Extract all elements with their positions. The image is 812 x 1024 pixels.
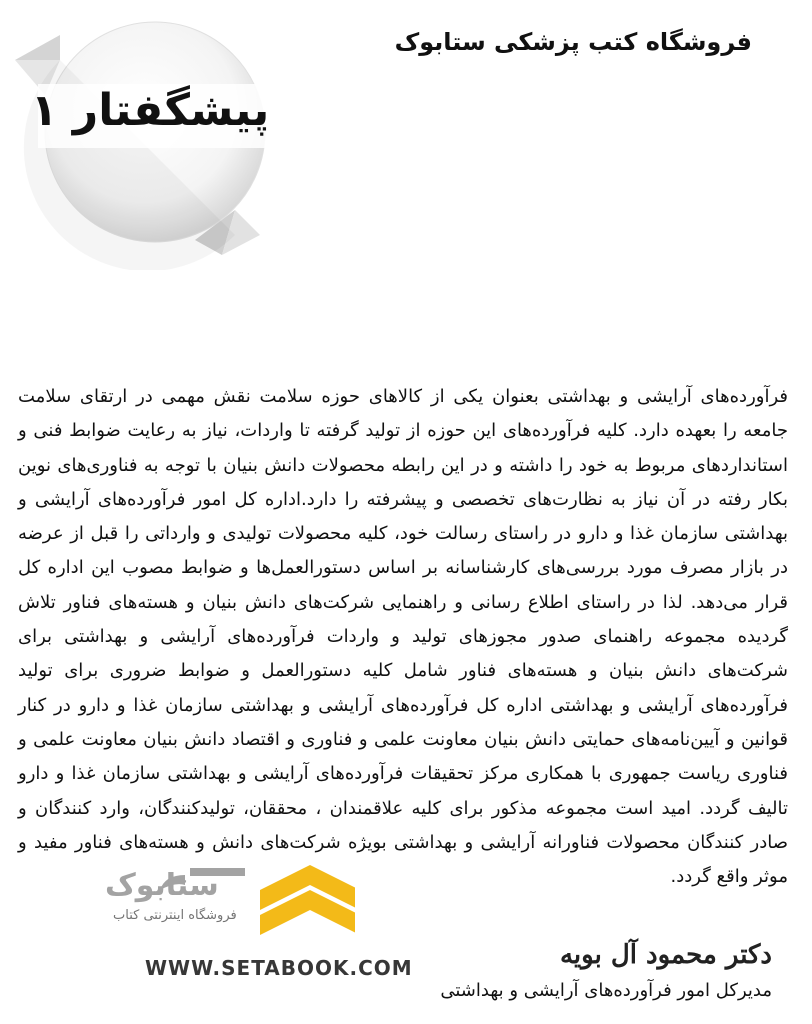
body-paragraph xyxy=(18,380,788,940)
paragraph-text: فرآورده‌های آرایشی و بهداشتی بعنوان یکی از کالاهای حوزه سلامت نقش مهمی در ارتقای سلامت جامعه را بعهده دارد. کلیه فرآورده‌های این حوزه از تولید گرفته تا واردات، نیاز به رعایت ضوابط فنی و استانداردهای مربوط به خود را داشته و در این رابطه محصولات دانش بنیان با توجه به فناوری‌های نوین بکار رفته در آن نیاز به نظارت‌های تخصصی و پیشرفته را دارد.اداره کل امور فرآورده‌های آرایشی و بهداشتی سازمان غذا و دارو در راستای رسالت خود، کلیه محصولات تولیدی و وارداتی را قبل از عرضه در بازار مصرف مورد بررسی‌های کارشناسانه بر اساس دستورالعمل‌ها و ضوابط مصوب این اداره کل قرار می‌دهد. لذا در راستای اطلاع رسانی و راهنمایی شرکت‌های دانش بنیان و هسته‌های فناور تلاش گردیده مجموعه راهنمای صدور مجوزهای تولید و واردات فرآورده‌های آرایشی و بهداشتی برای شرکت‌های دانش بنیان و هسته‌های فناور شامل کلیه دستورالعمل و ضوابط ضروری برای تولید فرآورده‌های آرایشی و بهداشتی اداره کل فرآورده‌های آرایشی و بهداشتی سازمان غذا و دارو در کنار قوانین و آیین‌نامه‌های حمایتی دانش بنیان معاونت علمی و فناوری و اقتصاد دانش بنیان معاونت علمی و فناوری ریاست جمهوری با همکاری مرکز تحقیقات فرآورده‌های آرایشی و بهداشتی سازمان غذا و دارو تالیف گردد. امید است مجموعه مذکور برای کلیه علاقمندان ، محققان، تولیدکنندگان، وارد کنندگان و صادر کنندگان محصولات فناورانه آرایشی و بهداشتی بویژه شرکت‌های دانش و هسته‌های فناور مفید و موثر واقع گردد. xyxy=(18,386,788,888)
watermark-site: WWW.SETABOOK.COM xyxy=(145,956,413,980)
watermark-tagline: فروشگاه اینترنتی کتاب xyxy=(113,908,237,923)
chapter-title: پیشگفتار ۱ xyxy=(30,85,270,136)
setabook-watermark xyxy=(95,860,413,990)
signature-name: دکتر محمود آل بویه xyxy=(559,940,772,970)
signature-role: مدیرکل امور فرآورده‌های آرایشی و بهداشتی xyxy=(440,980,772,1001)
watermark-logo-text: ستابوک xyxy=(105,868,219,903)
chapter-badge xyxy=(0,0,300,270)
signature-block xyxy=(440,940,772,1001)
store-title: فروشگاه کتب پزشکی ستابوک xyxy=(394,28,752,56)
